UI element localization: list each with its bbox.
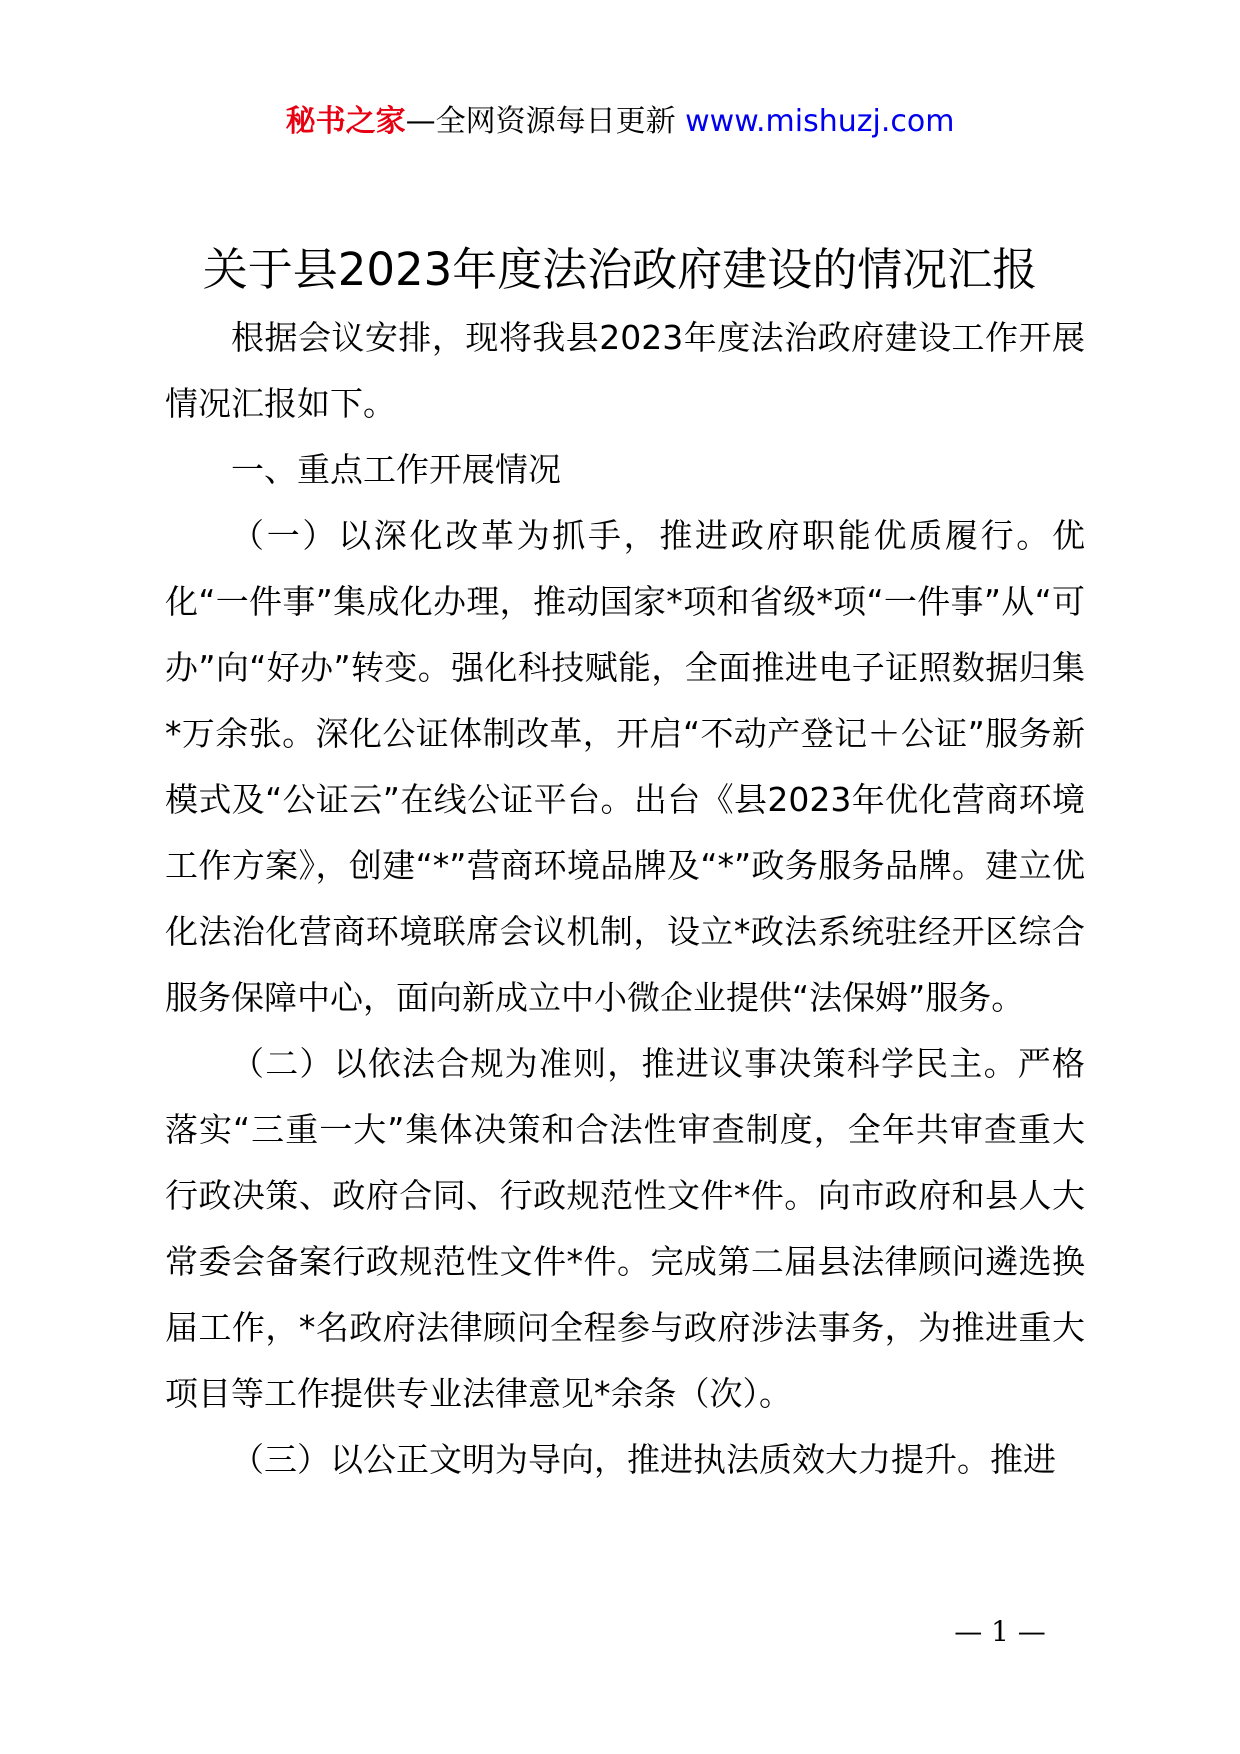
document-body [165, 305, 1085, 1493]
site-slogan: —全网资源每日更新 [405, 104, 676, 139]
paragraph-item-2: （二）以依法合规为准则，推进议事决策科学民主。严格落实“三重一大”集体决策和合法性审查制度，全年共审查重大行政决策、政府合同、行政规范性文件*件。向市政府和县人大常委会备案行政规范性文件*件。完成第二届县法律顾问遴选换届工作，*名政府法律顾问全程参与政府涉法事务，为推进重大项目等工作提供专业法律意见*余条（次）。 [165, 1044, 1085, 1413]
site-url-link[interactable]: www.mishuzj.com [685, 104, 955, 139]
paragraph-item-1: （一）以深化改革为抓手，推进政府职能优质履行。优化“一件事”集成化办理，推动国家*项和省级*项“一件事”从“可办”向“好办”转变。强化科技赋能，全面推进电子证照数据归集*万余张。深化公证体制改革，开启“不动产登记＋公证”服务新模式及“公证云”在线公证平台。出台《县2023年优化营商环境工作方案》，创建“*”营商环境品牌及“*”政务服务品牌。建立优化法治化营商环境联席会议机制，设立*政法系统驻经开区综合服务保障中心，面向新成立中小微企业提供“法保姆”服务。 [165, 516, 1085, 1017]
paragraph-intro: 根据会议安排，现将我县2023年度法治政府建设工作开展情况汇报如下。 [165, 318, 1085, 423]
site-header [0, 100, 1240, 144]
brand-name: 秘书之家 [285, 104, 406, 139]
section-heading: 一、重点工作开展情况 [231, 450, 561, 489]
paragraph-item-3: （三）以公正文明为导向，推进执法质效大力提升。推进 [231, 1440, 1056, 1479]
page-number: — 1 — [954, 1615, 1046, 1648]
document-title: 关于县2023年度法治政府建设的情况汇报 [202, 243, 1038, 296]
